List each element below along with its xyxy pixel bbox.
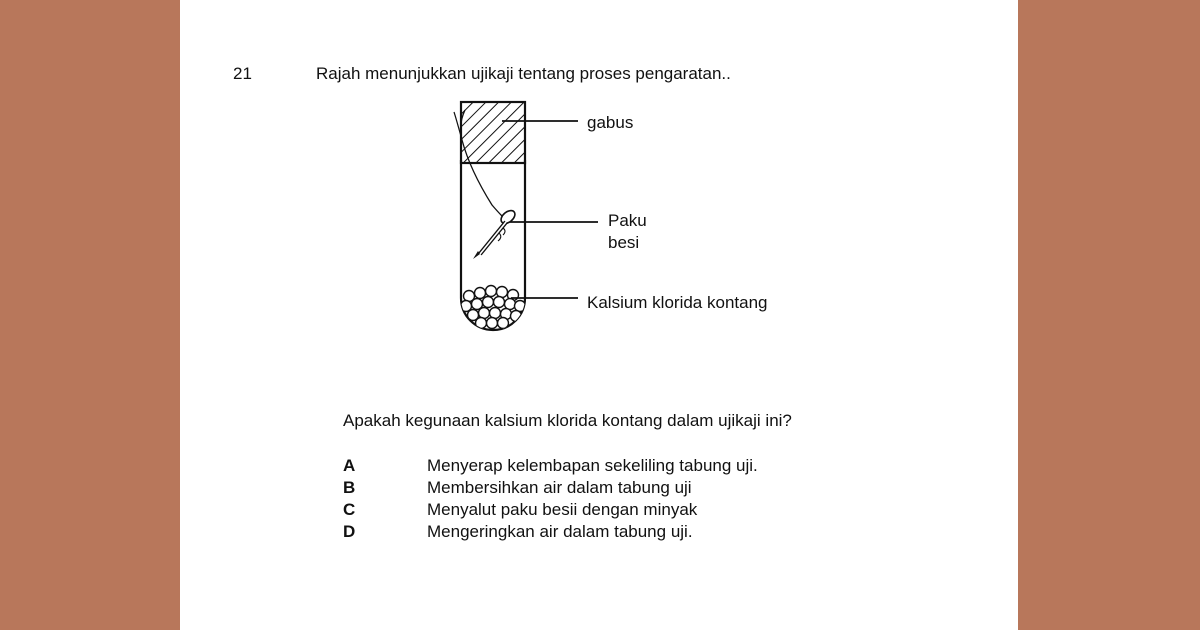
- label-nail-line1: Paku: [608, 211, 647, 230]
- question-number: 21: [233, 64, 252, 83]
- worksheet-page: [180, 0, 1018, 630]
- option-text: Mengeringkan air dalam tabung uji.: [427, 522, 693, 541]
- cork: [461, 102, 525, 163]
- option-letter: A: [343, 456, 356, 475]
- answer-options: [343, 455, 758, 543]
- question-prompt: Apakah kegunaan kalsium klorida kontang dalam ujikaji ini?: [343, 411, 792, 430]
- option-letter: C: [343, 500, 356, 519]
- option-text: Menyerap kelembapan sekeliling tabung uji.: [427, 456, 758, 475]
- option-text: Menyalut paku besii dengan minyak: [427, 500, 698, 519]
- option-a[interactable]: [343, 455, 758, 477]
- question-intro: Rajah menunjukkan ujikaji tentang proses pengaratan..: [316, 64, 731, 83]
- option-letter: D: [343, 522, 356, 541]
- option-d[interactable]: [343, 521, 758, 543]
- option-letter: B: [343, 478, 356, 497]
- label-calcium: Kalsium klorida kontang: [587, 293, 768, 312]
- option-c[interactable]: [343, 499, 758, 521]
- option-text: Membersihkan air dalam tabung uji: [427, 478, 692, 497]
- label-cork: gabus: [587, 113, 634, 132]
- calcium-chloride-granules: [461, 286, 526, 329]
- label-nail-line2: besi: [608, 233, 640, 252]
- option-b[interactable]: [343, 477, 758, 499]
- iron-nail: [473, 208, 517, 259]
